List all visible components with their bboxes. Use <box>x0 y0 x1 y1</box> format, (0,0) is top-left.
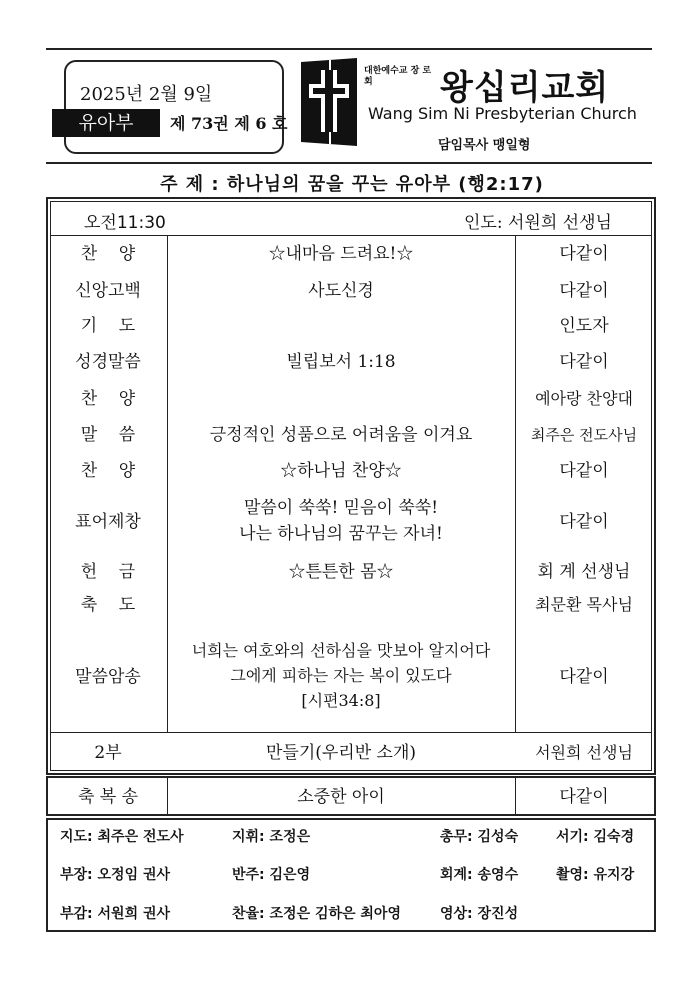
issue-number: 제 73권 제 6 호 <box>170 114 288 133</box>
row-who: 최주은 전도사님 <box>530 426 638 444</box>
staff-vice-head: 부감: 서원희 권사 <box>60 906 171 922</box>
row-content: ☆내마음 드려요!☆ <box>268 244 414 264</box>
bulletin-date: 2025년 2월 9일 <box>80 84 213 105</box>
part2-label: 2부 <box>94 743 122 763</box>
department-badge: 유아부 <box>52 109 160 137</box>
row-label: 찬 양 <box>80 461 136 481</box>
service-time: 오전11:30 <box>84 213 166 233</box>
time-row-rule <box>50 235 652 236</box>
top-rule <box>46 48 652 50</box>
blessing-song-title: 소중한 아이 <box>297 787 385 807</box>
row-label: 말씀암송 <box>75 667 141 687</box>
row-label: 헌 금 <box>80 562 136 582</box>
row-content-line2: 나는 하나님의 꿈꾸는 자녀! <box>239 524 443 544</box>
row-who: 최문환 목사님 <box>535 595 633 614</box>
row-label: 말 씀 <box>80 425 136 445</box>
row-content-line3: [시편34:8] <box>301 691 381 710</box>
staff-general-affairs: 총무: 김성숙 <box>440 829 519 845</box>
part2-rule <box>50 732 652 733</box>
row-who: 다같이 <box>559 281 609 301</box>
row-label: 신앙고백 <box>75 281 141 301</box>
senior-pastor: 담임목사 맹일형 <box>438 138 531 153</box>
blessing-who: 다같이 <box>559 787 609 807</box>
staff-head: 부장: 오정임 권사 <box>60 867 171 883</box>
row-label: 찬 양 <box>80 389 136 409</box>
staff-accompanist: 반주: 김은영 <box>232 867 311 883</box>
denomination: 대한예수교 장 로 회 <box>364 66 432 87</box>
row-content: 사도신경 <box>308 281 374 301</box>
header-rule <box>46 162 652 164</box>
staff-secretary: 서기: 김숙경 <box>556 829 635 845</box>
staff-photographer: 촬영: 유지강 <box>556 867 635 883</box>
church-name: 왕십리교회 <box>440 68 610 108</box>
date-box <box>64 60 284 154</box>
blessing-divider-1 <box>167 778 168 814</box>
blessing-label: 축 복 송 <box>77 787 139 807</box>
cross-logo-icon <box>299 58 359 146</box>
row-who: 다같이 <box>559 512 609 532</box>
row-label: 표어제창 <box>75 512 141 532</box>
row-content: 너희는 여호와의 선하심을 맛보아 알지어다 <box>191 641 491 660</box>
row-who: 인도자 <box>559 316 609 336</box>
service-leader: 인도: 서원희 선생님 <box>464 213 612 233</box>
row-content-line2: 그에게 피하는 자는 복이 있도다 <box>230 666 452 685</box>
staff-video: 영상: 장진성 <box>440 906 519 922</box>
row-who: 다같이 <box>559 244 609 264</box>
col-divider-2 <box>515 235 516 732</box>
row-content: 말씀이 쑥쑥! 믿음이 쑥쑥! <box>243 498 439 518</box>
row-who: 예아랑 찬양대 <box>535 389 633 408</box>
row-label: 찬 양 <box>80 244 136 264</box>
row-content: 빌립보서 1:18 <box>286 352 396 372</box>
row-who: 다같이 <box>559 461 609 481</box>
row-label: 축 도 <box>80 595 136 615</box>
row-who: 다같이 <box>559 667 609 687</box>
part2-who: 서원희 선생님 <box>535 743 633 762</box>
part2-content: 만들기(우리반 소개) <box>265 743 417 763</box>
row-content: ☆하나님 찬양☆ <box>280 461 402 481</box>
staff-accountant: 회계: 송영수 <box>440 867 519 883</box>
row-who: 다같이 <box>559 352 609 372</box>
church-english-name: Wang Sim Ni Presbyterian Church <box>368 104 637 123</box>
staff-conductor: 지휘: 조정은 <box>232 829 311 845</box>
staff-director: 지도: 최주은 전도사 <box>60 829 184 845</box>
row-content: 긍정적인 성품으로 어려움을 이겨요 <box>209 425 473 445</box>
theme-title: 주 제 : 하나님의 꿈을 꾸는 유아부 (행2:17) <box>160 174 544 195</box>
row-label: 성경말씀 <box>75 352 141 372</box>
row-who: 회 계 선생님 <box>537 562 631 582</box>
row-content: ☆튼튼한 몸☆ <box>288 562 394 582</box>
staff-praise: 찬율: 조정은 김하은 최아영 <box>232 906 401 922</box>
row-label: 기 도 <box>80 316 136 336</box>
